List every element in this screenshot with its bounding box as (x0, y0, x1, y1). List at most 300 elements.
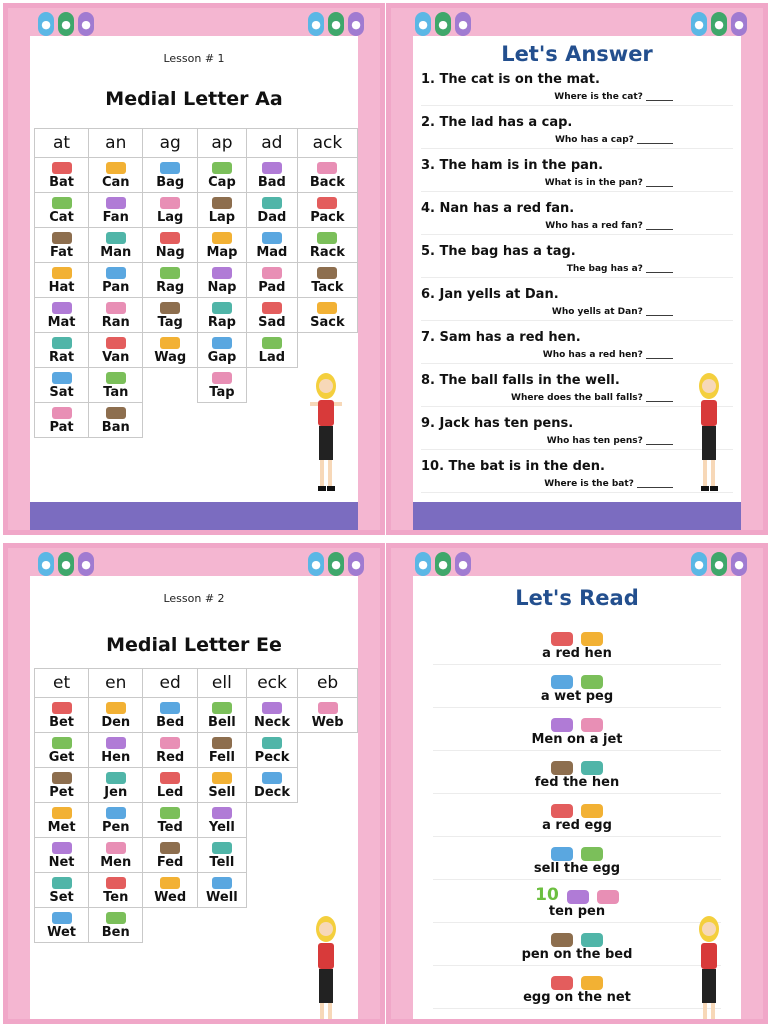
word-cell (143, 193, 197, 228)
word-cell (197, 768, 246, 803)
word-picture-icon (212, 702, 232, 714)
decor-badge: ● (308, 12, 324, 36)
word-label: Tell (209, 855, 235, 870)
word-picture-icon (262, 337, 282, 349)
phrase-row (433, 751, 721, 794)
word-picture-icon (212, 737, 232, 749)
word-cell (35, 298, 89, 333)
word-picture-icon (317, 267, 337, 279)
word-cell (197, 838, 246, 873)
word-cell (143, 158, 197, 193)
word-picture-icon (52, 737, 72, 749)
word-label: Hen (101, 750, 131, 765)
word-cell (89, 158, 143, 193)
word-cell (246, 298, 297, 333)
word-label: Deck (254, 785, 290, 800)
phrase-row (433, 923, 721, 966)
phrase-picture-icon (581, 847, 603, 861)
phrase-picture-icon (551, 632, 573, 646)
word-picture-icon (106, 337, 126, 349)
word-picture-icon (106, 772, 126, 784)
word-cell (89, 873, 143, 908)
word-cell (246, 698, 297, 733)
word-label: Wed (154, 890, 187, 905)
word-label: Pan (102, 280, 130, 295)
word-label: Tap (209, 385, 235, 400)
word-label: Well (206, 890, 238, 905)
word-cell (35, 698, 89, 733)
word-label: Van (102, 350, 130, 365)
word-picture-icon (52, 372, 72, 384)
word-picture-icon (106, 842, 126, 854)
word-label: Rat (49, 350, 75, 365)
word-cell (35, 803, 89, 838)
word-label: Mad (256, 245, 288, 260)
phrase-picture-icon (551, 847, 573, 861)
answer-prompt[interactable]: What is in the pan? ______ (421, 178, 733, 192)
phrase-text: ten pen (548, 904, 606, 919)
empty-cell (143, 368, 197, 403)
left-border-band (391, 548, 413, 1019)
word-label: Rag (156, 280, 185, 295)
column-header: ad (246, 129, 297, 158)
word-cell (35, 228, 89, 263)
empty-cell (246, 368, 297, 403)
word-label: Sack (310, 315, 345, 330)
word-label: Bell (208, 715, 236, 730)
word-picture-icon (52, 407, 72, 419)
right-border-band (358, 548, 380, 1019)
phrase-picture-icon (581, 976, 603, 990)
phrase-picture-icon (581, 804, 603, 818)
word-picture-icon (106, 372, 126, 384)
word-label: Ted (157, 820, 183, 835)
word-label: Map (206, 245, 238, 260)
decor-badge: ● (58, 552, 74, 576)
decor-badge: ● (435, 12, 451, 36)
phrase-picture-icon (551, 718, 573, 732)
right-border-band (741, 548, 763, 1019)
word-cell (246, 333, 297, 368)
word-picture-icon (160, 772, 180, 784)
worksheet-title: Medial Letter Aa (105, 88, 283, 110)
word-label: Ben (101, 925, 130, 940)
teacher-illustration (306, 368, 346, 498)
left-border-band (391, 8, 413, 530)
phrase-row (433, 966, 721, 1009)
word-picture-icon (317, 302, 337, 314)
phrase-pictures (433, 708, 721, 732)
lesson-number: Lesson # 2 (163, 592, 225, 605)
word-cell (143, 768, 197, 803)
empty-cell (298, 838, 358, 873)
decor-badge: ● (328, 12, 344, 36)
phrase-picture-icon (581, 632, 603, 646)
word-picture-icon (106, 407, 126, 419)
word-cell (89, 838, 143, 873)
decor-badge: ● (38, 12, 54, 36)
word-picture-icon (317, 232, 337, 244)
word-label: Nap (207, 280, 237, 295)
word-picture-icon (106, 197, 126, 209)
empty-cell (143, 403, 197, 438)
decor-badge: ● (348, 552, 364, 576)
word-cell (35, 768, 89, 803)
teacher-illustration (689, 911, 729, 1019)
word-cell (89, 193, 143, 228)
word-label: Men (100, 855, 132, 870)
answer-prompt[interactable]: The bag has a? ______ (421, 264, 733, 278)
worksheet-title: Let's Read (515, 586, 639, 610)
empty-cell (298, 768, 358, 803)
empty-cell (246, 908, 297, 943)
phrase-list (433, 622, 721, 1009)
decor-badge: ● (38, 552, 54, 576)
word-picture-icon (212, 337, 232, 349)
word-picture-icon (52, 267, 72, 279)
word-label: Fan (102, 210, 129, 225)
phrase-picture-icon (551, 976, 573, 990)
word-cell (143, 228, 197, 263)
word-label: Hat (48, 280, 75, 295)
word-cell (35, 733, 89, 768)
word-picture-icon (212, 877, 232, 889)
word-picture-icon (212, 772, 232, 784)
word-label: Bag (156, 175, 185, 190)
decor-badge: ● (455, 552, 471, 576)
word-cell (35, 403, 89, 438)
word-picture-icon (262, 302, 282, 314)
decor-badge: ● (78, 552, 94, 576)
word-picture-icon (160, 267, 180, 279)
teacher-illustration (689, 368, 729, 498)
phrase-text: fed the hen (534, 775, 620, 790)
column-header: ell (197, 669, 246, 698)
word-picture-icon (212, 302, 232, 314)
word-cell (197, 803, 246, 838)
word-picture-icon (52, 842, 72, 854)
word-picture-icon (262, 232, 282, 244)
answer-prompt[interactable]: Who yells at Dan? ______ (421, 307, 733, 321)
word-picture-icon (52, 337, 72, 349)
word-picture-icon (106, 912, 126, 924)
phrase-row (433, 665, 721, 708)
decor-badge: ● (435, 552, 451, 576)
word-label: Man (100, 245, 132, 260)
word-label: Fell (208, 750, 235, 765)
word-cell (35, 838, 89, 873)
phrase-pictures (433, 622, 721, 646)
word-label: Pad (258, 280, 286, 295)
word-cell (197, 368, 246, 403)
answer-prompt[interactable]: Who has a red hen? ______ (421, 350, 733, 364)
word-cell (35, 193, 89, 228)
answer-prompt[interactable]: Who has ten pens? ______ (421, 436, 733, 450)
empty-cell (246, 803, 297, 838)
phrase-picture-icon (551, 675, 573, 689)
empty-cell (298, 803, 358, 838)
word-cell (89, 403, 143, 438)
word-picture-icon (317, 197, 337, 209)
answer-prompt[interactable]: Who has a cap? ________ (421, 135, 733, 149)
word-cell (246, 158, 297, 193)
word-cell (89, 228, 143, 263)
word-picture-icon (160, 197, 180, 209)
worksheet-lets-read (386, 543, 768, 1024)
word-label: Set (49, 890, 74, 905)
empty-cell (246, 873, 297, 908)
word-cell (246, 263, 297, 298)
column-header: at (35, 129, 89, 158)
word-cell (35, 158, 89, 193)
empty-cell (197, 403, 246, 438)
word-picture-icon (106, 162, 126, 174)
word-picture-icon (160, 302, 180, 314)
word-cell (197, 228, 246, 263)
word-cell (35, 873, 89, 908)
word-picture-icon (52, 302, 72, 314)
word-label: Jen (104, 785, 128, 800)
question-text: 5. The bag has a tag. (421, 244, 576, 259)
word-cell (143, 873, 197, 908)
word-label: Pet (49, 785, 74, 800)
word-picture-icon (317, 162, 337, 174)
word-label: Can (101, 175, 130, 190)
worksheet-title: Let's Answer (501, 42, 653, 66)
empty-cell (143, 908, 197, 943)
word-cell (89, 803, 143, 838)
word-picture-icon (106, 267, 126, 279)
word-cell (89, 698, 143, 733)
word-picture-icon (52, 197, 72, 209)
phrase-text: pen on the bed (521, 947, 633, 962)
question-text: 10. The bat is in the den. (421, 459, 605, 474)
column-header: et (35, 669, 89, 698)
column-header: ed (143, 669, 197, 698)
word-picture-icon (52, 702, 72, 714)
word-cell (89, 733, 143, 768)
lesson-number: Lesson # 1 (163, 52, 225, 65)
answer-prompt[interactable]: Where is the bat? ________ (421, 479, 733, 493)
decor-badge: ● (348, 12, 364, 36)
word-cell (246, 733, 297, 768)
phrase-pictures (433, 923, 721, 947)
word-cell (89, 768, 143, 803)
word-label: Led (156, 785, 184, 800)
phrase-pictures (433, 880, 721, 904)
phrase-picture-icon (597, 890, 619, 904)
column-header: ag (143, 129, 197, 158)
word-cell (143, 333, 197, 368)
word-cell (89, 263, 143, 298)
word-label: Yell (208, 820, 235, 835)
word-cell (143, 263, 197, 298)
left-border-band (8, 8, 30, 530)
phrase-row (433, 837, 721, 880)
phrase-pictures (433, 794, 721, 818)
word-picture-icon (160, 702, 180, 714)
word-label: Bed (156, 715, 185, 730)
word-picture-icon (160, 162, 180, 174)
empty-cell (197, 908, 246, 943)
word-cell (197, 333, 246, 368)
word-cell (197, 263, 246, 298)
left-border-band (8, 548, 30, 1019)
word-cell (297, 193, 357, 228)
phrase-text: a red hen (542, 646, 612, 661)
number-ten-icon: 10 (535, 885, 559, 905)
word-label: Lap (208, 210, 236, 225)
worksheet-body (413, 36, 741, 502)
column-header: eb (298, 669, 358, 698)
phrase-pictures (433, 837, 721, 861)
word-label: Wet (47, 925, 76, 940)
word-label: Peck (254, 750, 290, 765)
right-border-band (358, 8, 380, 530)
word-cell (197, 733, 246, 768)
word-label: Back (309, 175, 345, 190)
answer-prompt[interactable]: Where does the ball falls? ______ (421, 393, 733, 407)
word-picture-icon (212, 197, 232, 209)
empty-cell (246, 838, 297, 873)
question-text: 1. The cat is on the mat. (421, 72, 600, 87)
decor-badge: ● (711, 12, 727, 36)
word-cell (35, 368, 89, 403)
column-header: ack (297, 129, 357, 158)
word-label: Fat (49, 245, 74, 260)
word-cell (197, 158, 246, 193)
question-text: 6. Jan yells at Dan. (421, 287, 559, 302)
empty-cell (298, 733, 358, 768)
word-picture-icon (212, 807, 232, 819)
phrase-pictures (433, 966, 721, 990)
empty-cell (298, 873, 358, 908)
empty-cell (246, 403, 297, 438)
word-label: Lad (258, 350, 286, 365)
phrase-text: sell the egg (533, 861, 621, 876)
word-picture-icon (212, 267, 232, 279)
decor-badge: ● (58, 12, 74, 36)
word-picture-icon (262, 197, 282, 209)
word-cell (143, 803, 197, 838)
word-picture-icon (52, 232, 72, 244)
word-cell (297, 263, 357, 298)
empty-cell (297, 333, 357, 368)
word-cell (197, 193, 246, 228)
word-cell (297, 228, 357, 263)
word-picture-icon (106, 232, 126, 244)
word-label: Red (156, 750, 185, 765)
teacher-illustration (306, 911, 346, 1019)
word-cell (35, 908, 89, 943)
word-label: Bet (49, 715, 75, 730)
word-cell (246, 193, 297, 228)
phrase-picture-icon (551, 933, 573, 947)
word-picture-icon (52, 877, 72, 889)
worksheet-lets-answer (386, 3, 768, 535)
answer-prompt[interactable]: Who has a red fan? ______ (421, 221, 733, 235)
question-text: 8. The ball falls in the well. (421, 373, 620, 388)
phrase-picture-icon (581, 761, 603, 775)
word-cell (197, 698, 246, 733)
column-header: en (89, 669, 143, 698)
word-picture-icon (160, 232, 180, 244)
answer-prompt[interactable]: Where is the cat? ______ (421, 92, 733, 106)
word-picture-icon (262, 772, 282, 784)
word-label: Cat (49, 210, 74, 225)
word-cell (246, 768, 297, 803)
phrase-row (433, 880, 721, 923)
word-label: Net (48, 855, 75, 870)
right-border-band (741, 8, 763, 530)
worksheet-medial-e (3, 543, 385, 1024)
word-cell (143, 298, 197, 333)
phrase-row (433, 708, 721, 751)
word-cell (89, 908, 143, 943)
word-cell (89, 368, 143, 403)
word-label: Cap (208, 175, 236, 190)
word-label: Tag (157, 315, 183, 330)
word-cell (297, 298, 357, 333)
decor-badge: ● (328, 552, 344, 576)
word-label: Den (101, 715, 131, 730)
decor-badge: ● (711, 552, 727, 576)
word-picture-icon (262, 702, 282, 714)
word-cell (35, 263, 89, 298)
word-cell (246, 228, 297, 263)
word-label: Bat (49, 175, 74, 190)
word-label: Lag (157, 210, 184, 225)
worksheet-body (30, 36, 358, 502)
word-label: Ten (103, 890, 129, 905)
question-text: 2. The lad has a cap. (421, 115, 573, 130)
word-label: Dad (257, 210, 287, 225)
column-header: eck (246, 669, 297, 698)
word-label: Tack (311, 280, 344, 295)
phrase-picture-icon (581, 933, 603, 947)
worksheet-title: Medial Letter Ee (106, 634, 282, 656)
word-picture-icon (52, 912, 72, 924)
word-label: Pack (310, 210, 345, 225)
word-label: Sat (49, 385, 74, 400)
question-text: 7. Sam has a red hen. (421, 330, 581, 345)
word-label: Fed (156, 855, 184, 870)
word-cell (89, 333, 143, 368)
word-label: Bad (257, 175, 286, 190)
word-picture-icon (106, 877, 126, 889)
decor-badge: ● (415, 12, 431, 36)
word-picture-icon (212, 372, 232, 384)
word-label: Nag (155, 245, 185, 260)
word-picture-icon (262, 267, 282, 279)
word-picture-icon (262, 162, 282, 174)
question-list (421, 72, 733, 502)
worksheet-body (413, 576, 741, 1019)
word-picture-icon (106, 807, 126, 819)
word-cell (197, 298, 246, 333)
word-picture-icon (52, 162, 72, 174)
word-picture-icon (160, 807, 180, 819)
word-label: Get (48, 750, 75, 765)
phrase-text: a red egg (542, 818, 612, 833)
word-label: Sell (208, 785, 236, 800)
phrase-picture-icon (581, 675, 603, 689)
phrase-pictures (433, 751, 721, 775)
word-cell (89, 298, 143, 333)
phrase-text: egg on the net (523, 990, 631, 1005)
question-text: 4. Nan has a red fan. (421, 201, 575, 216)
decor-badge: ● (731, 12, 747, 36)
